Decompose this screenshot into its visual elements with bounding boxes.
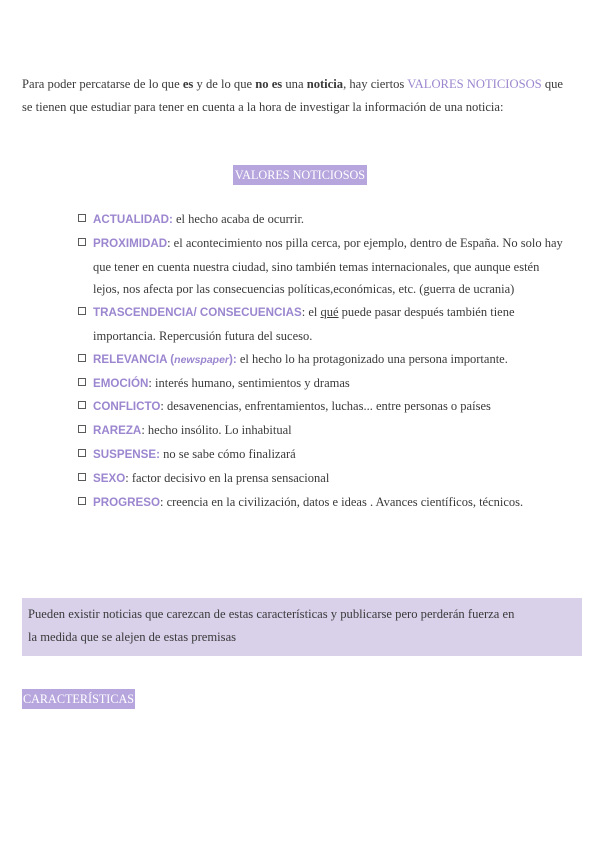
intro-text: , hay ciertos [343,77,408,91]
checkbox-icon [78,307,86,315]
values-list [78,208,568,514]
value-text: : el [301,305,321,320]
value-text: el hecho lo ha protagonizado una persona importante. [236,351,508,366]
intro-text: y de lo que [193,77,256,91]
value-text: : hecho insólito. Lo inhabitual [141,423,292,438]
checkbox-icon [78,449,86,457]
checkbox-icon [78,378,86,386]
intro-accent-term: VALORES NOTICIOSOS [407,77,542,91]
checkbox-icon [78,238,86,246]
value-term: SEXO [93,471,126,485]
value-term: RELEVANCIA ( [93,352,175,366]
list-item [78,419,568,443]
checkbox-icon [78,354,86,362]
intro-paragraph [22,73,567,118]
intro-bold-noticia: noticia [306,77,344,91]
list-item [78,443,568,467]
value-term: SUSPENSE: [93,447,161,461]
intro-text: que se tienen que estudiar para tener en cuenta a la hora de investigar la información de una noticia: [22,77,564,114]
value-text: : factor decisivo en la prensa sensacional [125,470,330,485]
list-item [78,372,568,396]
intro-text: Para poder percatarse de lo que [22,77,183,91]
checkbox-icon [78,214,86,222]
checkbox-icon [78,425,86,433]
list-item [78,467,568,491]
heading-wrap [0,165,600,185]
value-term: ): [229,352,237,366]
value-term: TRASCENDENCIA/ CONSECUENCIAS [93,306,302,320]
intro-text: una [282,77,307,91]
value-term: RAREZA [93,424,142,438]
list-item [78,301,568,348]
value-term: PROXIMIDAD [93,236,168,250]
value-text: puede pasar después también tiene importancia. Repercusión futura del suceso. [93,305,515,343]
value-text: el hecho acaba de ocurrir. [172,212,305,226]
list-item [78,348,568,372]
list-item [78,232,568,301]
value-term: PROGRESO [93,495,160,509]
value-term: ACTUALIDAD: [93,213,173,226]
intro-bold-es: es [182,77,194,91]
list-item [78,395,568,419]
value-text: : creencia en la civilización, datos e ideas . Avances científicos, técnicos. [160,494,524,509]
checkbox-icon [78,401,86,409]
list-item [78,208,568,232]
note-box [22,598,582,656]
note-line: Pueden existir noticias que carezcan de estas características y publicarse pero perderán fuerza en [28,607,515,621]
value-term: EMOCIÓN [93,376,149,390]
value-text: : interés humano, sentimientos y dramas [148,375,350,390]
checkbox-icon [78,497,86,505]
valores-heading: VALORES NOTICIOSOS [233,165,367,185]
intro-bold-no-es: no es [255,77,283,91]
list-item [78,491,568,515]
value-term-italic: newspaper [174,353,230,366]
value-text: : desavenencias, enfrentamientos, luchas... entre personas o países [160,399,491,414]
value-term: CONFLICTO [93,400,161,414]
section-heading: CARACTERÍSTICAS [22,689,135,709]
checkbox-icon [78,473,86,481]
note-line: la medida que se alejen de estas premisas [28,630,237,644]
value-text: no se sabe cómo finalizará [160,446,296,461]
value-text: : el acontecimiento nos pilla cerca, por ejemplo, dentro de España. No solo hay que tener en cuenta nuestra ciudad, sino también temas internacionales, que aunque estén lejos, nos afecta por las consecuencias políticas,económicas, etc. (guerra de ucrania) [93,235,563,297]
value-underlined: qué [320,305,339,320]
